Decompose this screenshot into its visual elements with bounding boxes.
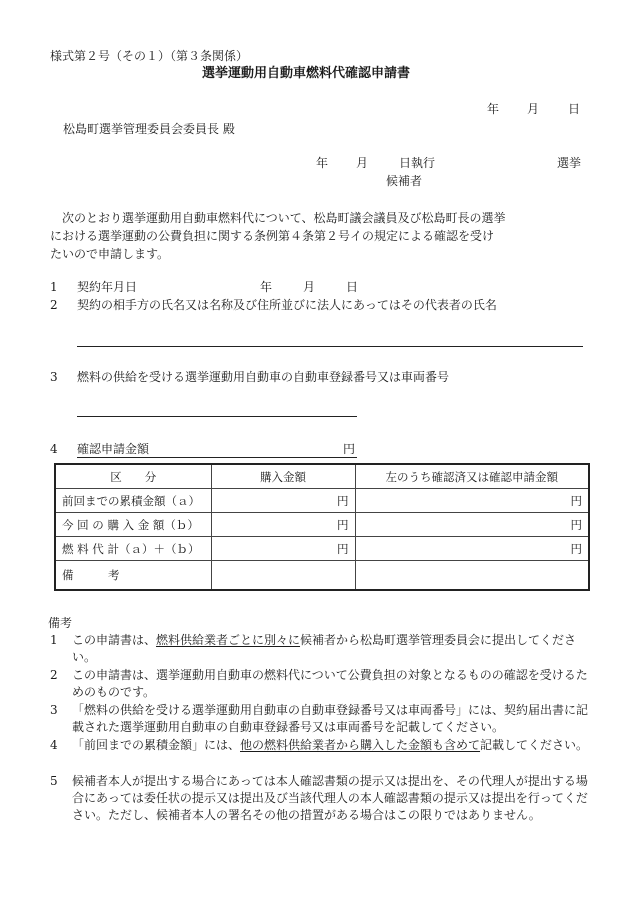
table-row <box>55 537 589 561</box>
election-year: 年 <box>316 156 329 170</box>
intro-line-1: 次のとおり選挙運動用自動車燃料代について、松島町議会議員及び松島町長の選挙 <box>62 211 506 225</box>
header-confirmed-amount: 左のうち確認済又は確認申請金額 <box>355 464 589 489</box>
confirmed-amount-cell[interactable]: 円 <box>355 513 589 537</box>
note-3 <box>50 702 590 736</box>
note-5 <box>50 773 590 824</box>
item-2-label: 契約の相手方の氏名又は名称及び住所並びに法人にあってはその代表者の氏名 <box>77 298 497 312</box>
confirmed-amount-cell[interactable]: 円 <box>355 537 589 561</box>
remarks-cell[interactable] <box>355 561 589 591</box>
row-label: 今 回 の 購 入 金 額（ｂ） <box>55 513 211 537</box>
notes-heading: 備考 <box>48 616 73 630</box>
item-3-label: 燃料の供給を受ける選挙運動用自動車の自動車登録番号又は車両番号 <box>77 370 450 384</box>
note-3-number: 3 <box>50 703 58 717</box>
note-4-underlined: 他の燃料供給業者から購入した金額も含めて <box>240 738 481 752</box>
item-4-yen: 円 <box>343 442 356 456</box>
note-3-text: 「燃料の供給を受ける選挙運動用自動車の自動車登録番号又は車両番号」には、契約届出書に記載された選挙運動用自動車の自動車登録番号又は車両番号を記載してください。 <box>72 703 589 734</box>
item-3-number: 3 <box>50 370 58 384</box>
header-purchase-amount: 購入金額 <box>211 464 355 489</box>
note-1-text-a: この申請書は、 <box>72 633 157 647</box>
table-row <box>55 513 589 537</box>
remarks-cell[interactable] <box>211 561 355 591</box>
item-4-label: 確認申請金額 <box>77 442 150 456</box>
date-year: 年 <box>487 102 500 116</box>
confirmed-amount-cell[interactable]: 円 <box>355 489 589 513</box>
candidate-label: 候補者 <box>386 174 423 188</box>
item-1-month: 月 <box>303 280 316 294</box>
addressee: 松島町選挙管理委員会委員長 殿 <box>63 122 235 136</box>
date-month: 月 <box>527 102 540 116</box>
form-number: 様式第２号（その１）（第３条関係） <box>50 49 249 63</box>
item-4-number: 4 <box>50 442 58 456</box>
note-5-text: 候補者本人が提出する場合にあっては本人確認書類の提示又は提出を、その代理人が提出する場合にあっては委任状の提示又は提出及び当該代理人の本人確認書類の提示又は提出を行ってください。ただし、候補者本人の署名その他の措置がある場合はこの限りではありません。 <box>72 774 588 822</box>
note-1-text-b: 候補者から松島町選挙管理委員会に提出してください。 <box>72 633 577 664</box>
intro-line-3: たいので申請します。 <box>50 247 170 261</box>
note-1-underlined: 燃料供給業者ごとに別々に <box>156 633 301 647</box>
note-5-number: 5 <box>50 774 58 788</box>
row-label: 備 考 <box>55 561 211 591</box>
note-4-text-b: 記載してください。 <box>480 738 589 752</box>
note-4 <box>50 737 590 754</box>
header-category: 区 分 <box>55 464 211 489</box>
election-exec-day: 日執行 <box>399 156 436 170</box>
purchase-amount-cell[interactable]: 円 <box>211 489 355 513</box>
note-2-number: 2 <box>50 668 58 682</box>
table-row <box>55 489 589 513</box>
intro-line-2: における選挙運動の公費負担に関する条例第４条第２号イの規定による確認を受け <box>50 229 495 243</box>
item-1-number: 1 <box>50 280 58 294</box>
purchase-amount-cell[interactable]: 円 <box>211 537 355 561</box>
date-day: 日 <box>568 102 581 116</box>
note-1 <box>50 632 590 666</box>
note-4-number: 4 <box>50 738 58 752</box>
item-2-answer-line[interactable] <box>77 346 583 347</box>
election-month: 月 <box>356 156 369 170</box>
item-1-day: 日 <box>346 280 359 294</box>
row-label: 前回までの累積金額（ａ） <box>55 489 211 513</box>
election-type: 選挙 <box>557 156 582 170</box>
note-4-text-a: 「前回までの累積金額」には、 <box>72 738 241 752</box>
amount-table <box>54 463 590 591</box>
table-header-row <box>55 464 589 489</box>
note-2 <box>50 667 590 701</box>
note-2-text: この申請書は、選挙運動用自動車の燃料代について公費負担の対象となるものの確認を受けるためのものです。 <box>72 668 588 699</box>
item-1-label: 契約年月日 <box>77 280 138 294</box>
note-1-number: 1 <box>50 633 58 647</box>
item-1-year: 年 <box>260 280 273 294</box>
document-title: 選挙運動用自動車燃料代確認申請書 <box>202 66 411 81</box>
purchase-amount-cell[interactable]: 円 <box>211 513 355 537</box>
item-2-number: 2 <box>50 298 58 312</box>
table-row <box>55 561 589 591</box>
item-3-answer-line[interactable] <box>77 416 357 417</box>
row-label: 燃 料 代 計（ａ）＋（ｂ） <box>55 537 211 561</box>
item-4-underline <box>77 457 357 458</box>
